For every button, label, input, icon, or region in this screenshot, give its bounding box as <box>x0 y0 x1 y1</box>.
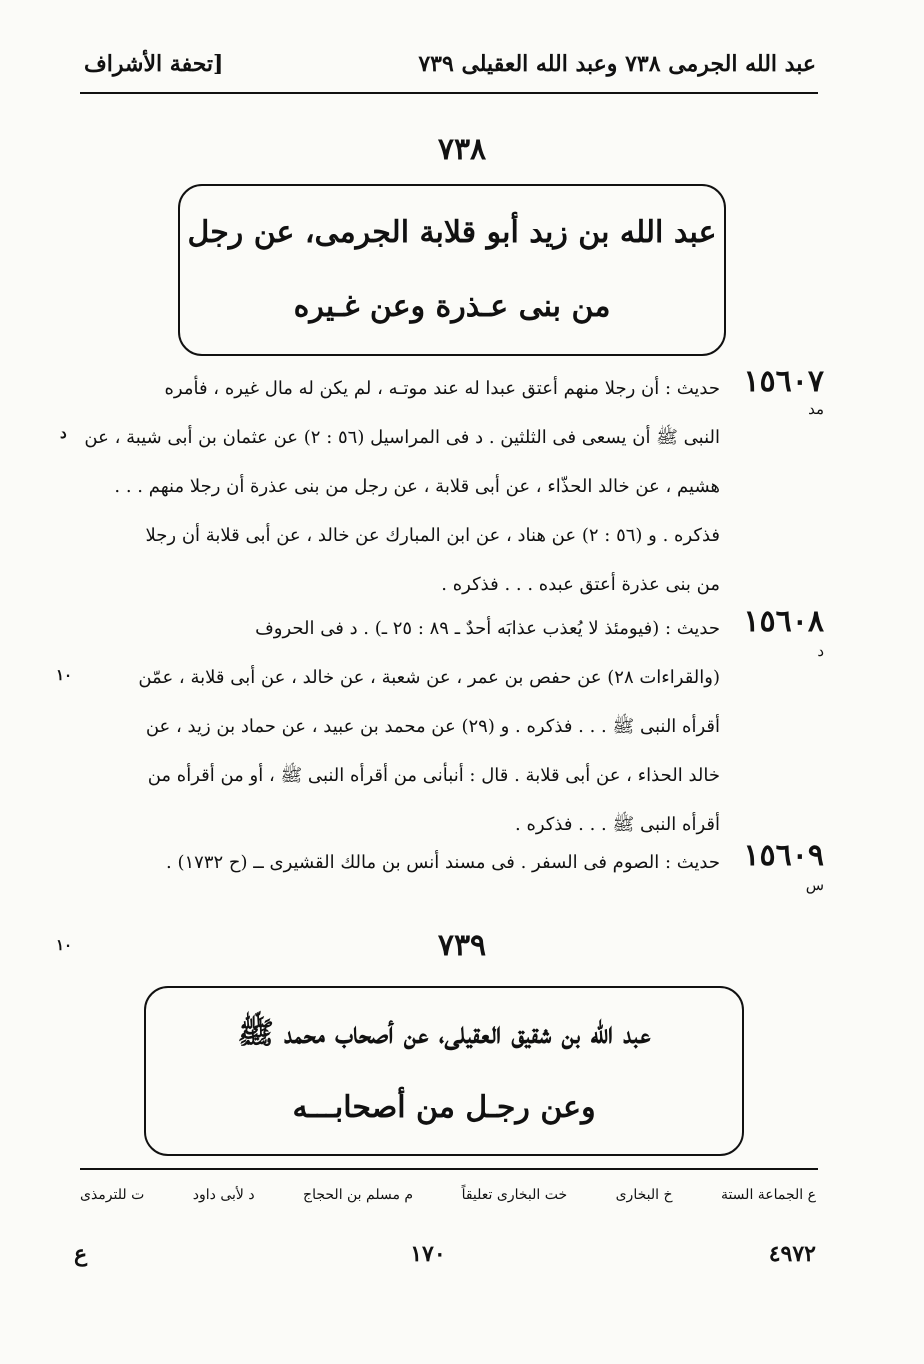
margin-mark: د <box>60 424 67 442</box>
chapter-title-line: عبد الله بن شقيق العقيلى، عن أصحاب محمد ﷺ <box>237 1016 651 1051</box>
hadith-entry <box>80 604 824 854</box>
margin-line-number: ١٠ <box>56 936 73 954</box>
legend-item: م مسلم بن الحجاج <box>303 1187 414 1203</box>
header-rule <box>80 92 818 94</box>
entry-line: أقرأه النبى ﷺ . . . فذكره . و (٢٩) عن محمد بن عبيد ، عن حماد بن زيد ، عن <box>145 716 720 737</box>
running-head-left: [تحفة الأشراف <box>84 51 224 77</box>
entry-line: هشيم ، عن خالد الحذّاء ، عن أبى قلابة ، عن رجل من بنى عذرة أن رجلا منهم . . . <box>114 476 720 497</box>
entry-number: ١٥٦٠٩ <box>743 838 824 873</box>
entry-number: ١٥٦٠٨ <box>743 604 824 639</box>
running-head <box>84 44 816 84</box>
page-number: ١٧٠ <box>410 1241 446 1267</box>
entry-siglum: د <box>817 642 824 660</box>
entry-line: حديث : (فيومئذ لا يُعذب عذابَه أحدٌ ـ ٨٩ : ٢٥ ـ) . د فى الحروف <box>255 618 720 639</box>
corner-mark: ع <box>74 1241 88 1267</box>
entry-line: فذكره . و (٥٦ : ٢) عن هناد ، عن ابن المبارك عن خالد ، عن أبى قلابة أن رجلا <box>145 525 720 546</box>
entry-line: (والقراءات ٢٨) عن حفص بن عمر ، عن شعبة ، عن خالد ، عن أبى قلابة ، عمّن <box>138 667 720 688</box>
margin-mark: ١٠ <box>56 666 73 684</box>
entry-line: النبى ﷺ أن يسعى فى الثلثين . د فى المراسيل (٥٦ : ٢) عن عثمان بن أبى شيبة ، عن <box>84 427 720 448</box>
entry-siglum: مد <box>808 400 824 418</box>
entry-line: من بنى عذرة أعتق عبده . . . فذكره . <box>441 574 720 595</box>
chapter-title-line: عبد الله بن زيد أبو قلابة الجرمى، عن رجل <box>187 215 717 250</box>
entry-line: أقرأه النبى ﷺ . . . فذكره . <box>515 814 720 835</box>
chapter-title-box <box>178 184 726 356</box>
page-footer <box>74 1236 816 1272</box>
legend-item: خ البخارى <box>615 1187 673 1203</box>
chapter-number: ٧٣٨ <box>437 132 487 167</box>
chapter-title-box <box>144 986 744 1156</box>
running-head-right: عبد الله الجرمى ٧٣٨ وعبد الله العقيلى ٧٣٩ <box>418 51 816 77</box>
hadith-entry <box>80 838 824 898</box>
chapter-title-line: من بنى عـذرة وعن غـيره <box>293 289 611 324</box>
entry-line: خالد الحذاء ، عن أبى قلابة . قال : أنبأنى من أقرأه النبى ﷺ ، أو من أقرأه من <box>147 765 720 786</box>
chapter-number: ٧٣٩ <box>437 928 487 963</box>
entry-number: ١٥٦٠٧ <box>743 364 824 399</box>
entry-siglum: س <box>805 876 824 894</box>
legend-item: ع الجماعة الستة <box>720 1187 816 1203</box>
entry-line: حديث : الصوم فى السفر . فى مسند أنس بن مالك القشيرى ــ (ح ١٧٣٢) . <box>166 852 720 873</box>
hadith-entry <box>80 364 824 614</box>
record-number: ٤٩٧٢ <box>768 1241 816 1267</box>
legend-item: د لأبى داود <box>192 1187 255 1203</box>
chapter-title-line: وعن رجـل من أصحابـــه <box>292 1090 596 1125</box>
footer-rule <box>80 1168 818 1170</box>
entry-line: حديث : أن رجلا منهم أعتق عبدا له عند موتـه ، لم يكن له مال غيره ، فأمره <box>164 378 720 399</box>
siglum-legend <box>80 1180 816 1210</box>
legend-item: ت للترمذى <box>80 1187 145 1203</box>
legend-item: خت البخارى تعليقاً <box>461 1187 568 1203</box>
